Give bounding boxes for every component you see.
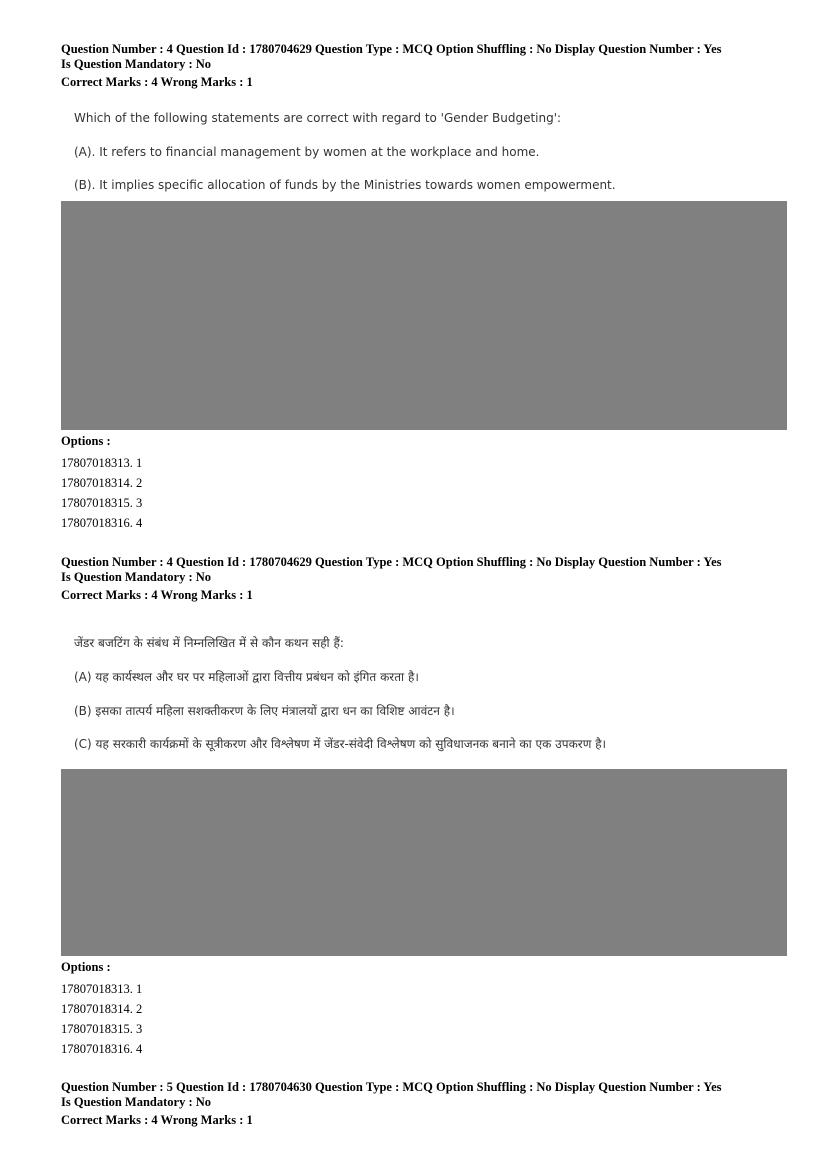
option-item[interactable]: 17807018315. 3 bbox=[61, 496, 143, 510]
question-mandatory-line: Is Question Mandatory : No bbox=[61, 570, 212, 584]
redacted-region bbox=[61, 769, 787, 956]
statement-b: (B) इसका तात्पर्य महिला सशक्तीकरण के लिए मंत्रालयों द्वारा धन का विशिष्ट आवंटन है। bbox=[74, 704, 455, 718]
option-item[interactable]: 17807018314. 2 bbox=[61, 476, 143, 490]
statement-b: (B). It implies specific allocation of funds by the Ministries towards women empowerment. bbox=[74, 178, 616, 192]
question-mandatory-line: Is Question Mandatory : No bbox=[61, 1095, 212, 1109]
question-marks-line: Correct Marks : 4 Wrong Marks : 1 bbox=[61, 588, 253, 602]
question-meta-line: Question Number : 4 Question Id : 1780704629 Question Type : MCQ Option Shuffling : No Display Question Number : Yes bbox=[61, 555, 722, 569]
statement-a: (A). It refers to financial management by women at the workplace and home. bbox=[74, 145, 540, 159]
option-item[interactable]: 17807018316. 4 bbox=[61, 516, 143, 530]
question-meta-line: Question Number : 5 Question Id : 1780704630 Question Type : MCQ Option Shuffling : No Display Question Number : Yes bbox=[61, 1080, 722, 1094]
statement-c: (C) यह सरकारी कार्यक्रमों के सूत्रीकरण और विश्लेषण में जेंडर-संवेदी विश्लेषण को सुविधाजनक बनाने का एक उपकरण है। bbox=[74, 737, 607, 751]
question-header bbox=[61, 555, 781, 603]
question-stem: Which of the following statements are correct with regard to 'Gender Budgeting': bbox=[74, 111, 562, 125]
question-header bbox=[61, 1080, 781, 1128]
question-header bbox=[61, 42, 781, 90]
options-label: Options : bbox=[61, 960, 111, 974]
question-meta-line: Question Number : 4 Question Id : 1780704629 Question Type : MCQ Option Shuffling : No Display Question Number : Yes bbox=[61, 42, 722, 56]
options-label: Options : bbox=[61, 434, 111, 448]
options-list bbox=[61, 433, 781, 533]
option-item[interactable]: 17807018315. 3 bbox=[61, 1022, 143, 1036]
option-item[interactable]: 17807018314. 2 bbox=[61, 1002, 143, 1016]
option-item[interactable]: 17807018313. 1 bbox=[61, 982, 143, 996]
question-marks-line: Correct Marks : 4 Wrong Marks : 1 bbox=[61, 75, 253, 89]
question-marks-line: Correct Marks : 4 Wrong Marks : 1 bbox=[61, 1113, 253, 1127]
options-list bbox=[61, 959, 781, 1059]
option-item[interactable]: 17807018316. 4 bbox=[61, 1042, 143, 1056]
redacted-region bbox=[61, 201, 787, 430]
question-mandatory-line: Is Question Mandatory : No bbox=[61, 57, 212, 71]
question-stem: जेंडर बजटिंग के संबंध में निम्नलिखित में से कौन कथन सही हैं: bbox=[74, 636, 344, 650]
option-item[interactable]: 17807018313. 1 bbox=[61, 456, 143, 470]
statement-a: (A) यह कार्यस्थल और घर पर महिलाओं द्वारा वित्तीय प्रबंधन को इंगित करता है। bbox=[74, 670, 419, 684]
